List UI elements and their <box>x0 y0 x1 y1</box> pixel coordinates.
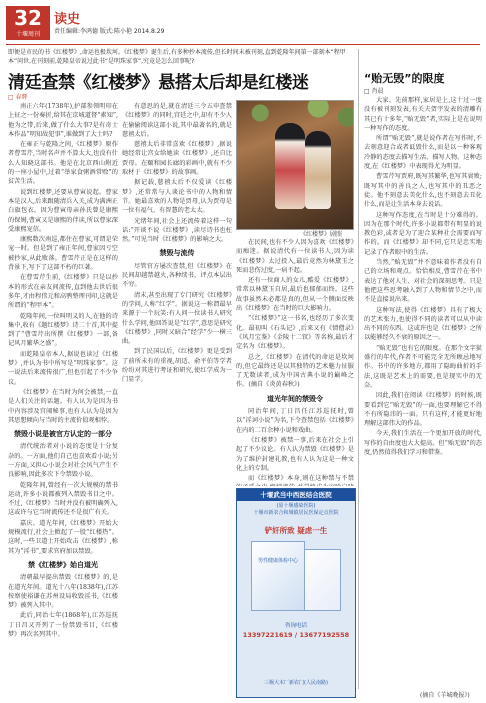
ad-product-box <box>251 541 305 611</box>
image-caption: 《红楼梦》剧照 <box>300 231 343 238</box>
paragraph: 曹雪芹写贾府,既写其繁华,也写其衰败;既写其中的善良之人,也写其中的丑恶之徒。他不刻意去美化什么,也不刻意去丑化什么,而是让生活本身去说话。 <box>364 173 482 209</box>
paragraph: 清代统治者对小说的态度是十分复杂的。一方面,他们自己也喜欢看小说;另一方面,又担心小说会对社会风气产生不良影响,因此多次下令禁毁小说。 <box>8 443 118 479</box>
paragraph: “《红楼梦》”这一书名,也经历了多次变化。最初叫《石头记》,后来又有《情僧录》《风月宝鉴》《金陵十二钗》等名称,最后才定名为《红楼梦》。 <box>236 315 354 351</box>
paragraph: 这种写作态度,在当时是十分难得的。因为在那个时代,许多小说都带有明显的说教色彩,或者是为了迎合某种社会需要而写作的。而《红楼梦》却不同,它只是忠实地记录了作者眼中的生活。 <box>364 211 482 256</box>
ad-title: 十堰武当中西医结合医院 <box>237 489 355 501</box>
subheading: 禁毁与流传 <box>159 249 195 258</box>
paragraph: 康熙数次南巡,都住在曹家,可谓是荣宠一时。但是到了雍正年间,曹家因亏空被抄家,从此败落。曹雪芹正是在这样的背景下,写下了这部不朽的巨著。 <box>8 236 118 272</box>
paragraph: 在曹雪芹生前,《红楼梦》只是以抄本的形式在亲友间流传,直到他去世后很多年,才由程伟元和高鹗整理刊印,这就是所谓的“程甲本”。 <box>8 274 118 310</box>
drama-still-image <box>236 100 354 230</box>
paragraph: 南正六年(1738年),护部参领明印在上征之一份奏折,给其在京城道督“素知”,他为之带,后来,做了什么大事?是有奇士本作品“明知故犯事”,谁做到了大士吗? <box>8 103 118 138</box>
article-byline: □ 春辉 <box>8 94 28 101</box>
paragraph: 尽管官方屡次查禁,但《红楼梦》在民间却越禁越火,各种续书、评点本层出不穷。 <box>122 262 232 289</box>
hospital-advertisement[interactable] <box>236 488 356 698</box>
section-title: 读史 <box>54 12 81 27</box>
page-number: 32 <box>6 6 50 30</box>
ad-address: 三堰大木厂新农门(人民南路) <box>264 680 328 686</box>
paragraph: 因此,我们在阅读《红楼梦》的时候,既要看到它“贻无毁”的一面,也要理解它不得不有所隐讳的一面。只有这样,才能更好地理解这部伟大的作品。 <box>364 392 482 428</box>
paragraph: 《红楼梦》被禁一事,后来在社会上引起了不少议论。有人认为禁毁《红楼梦》是为了维护封建礼教,也有人认为这是一种文化上的专制。 <box>236 436 354 472</box>
sidebar-source-note: (摘自《羊城晚报》) <box>420 692 470 699</box>
paragraph: 清末,甚至出现了专门研究《红楼梦》的学问,人称“红学”。据说这一称谓最早来源于一个玩笑:有人问一位读书人研究什么学问,他回答说是“红学”,意思是研究《红楼梦》,同时又暗合“经学”少一横三曲。 <box>122 291 232 346</box>
paragraph: 当然,“贻无毁”并不意味着作者没有自己的立场和观点。恰恰相反,曹雪芹在书中表达了他对人生、对社会的深刻思考。只是他把这些思考融入到了人物和情节之中,而不是直接说出来。 <box>364 259 482 304</box>
article-headline: 清廷查禁《红楼梦》悬搭太后却是红楼迷 <box>8 73 309 93</box>
sidebar-article <box>364 96 482 694</box>
ad-product-box-back <box>299 549 341 611</box>
paragraph: 总之,《红楼梦》在清代的命运是坎坷的,但它最终还是以其独特的艺术魅力征服了无数读者,成为中国古典小说的巅峰之作。(摘自《炎黄春秋》) <box>236 353 354 389</box>
ad-slogan: 铲奸所致 疑虑一生 <box>264 526 328 535</box>
ad-box-text: 男性健康体检中心 <box>258 558 299 564</box>
article-column-1 <box>8 102 118 692</box>
subheading: 道光年间的禁毁令 <box>267 394 323 403</box>
sidebar-title: “贻无毁”的限度 <box>364 72 445 85</box>
paragraph: 慈禧太后非常喜欢《红楼梦》,据说她经常让宫女给她读《红楼梦》,还自比贾母。在颐和园长廊的彩画中,就有不少取材于《红楼梦》的故事画。 <box>122 141 232 177</box>
paragraph: 到了民国以后,《红楼梦》更是受到了前所未有的重视,胡适、俞平伯等学者纷纷对其进行考证和研究,使红学成为一门显学。 <box>122 348 232 384</box>
brand-label: 十堰周刊 <box>6 30 50 40</box>
paragraph: 而《红楼梦》本身,则在这种禁与不禁 <box>248 475 354 483</box>
ad-phone-number: 13397221619 / 13677192558 <box>242 631 350 639</box>
paragraph: 乾隆年间,曾经有一次大规模的禁书运动,许多小说都被列入禁毁书目之中。不过,《红楼梦》当时并没有被明确列入,这或许与它当时流传还不是很广有关。 <box>8 481 118 517</box>
editor-credit: 责任编辑:李鸿德 版式:陈小艳 2014.8.29 <box>54 28 165 35</box>
paragraph: 说到红楼梦,还要从曹寅说起。曹家本是汉人,后来跟随清兵入关,成为满洲正白旗包衣。因为曹寅母亲孙氏曾是康熙的保姆,曹寅又是康熙的伴读,所以曹家深受康熙宠信。 <box>8 188 118 233</box>
article-column-2 <box>122 102 232 692</box>
paragraph: 《红楼梦》在当时为何会被禁,一直是人们关注的话题。有人认为是因为书中内容涉及宫闱秘事,也有人认为是因为其思想倾向与当时的主流价值观相悖。 <box>8 388 118 424</box>
subheading: 禁《红楼梦》始自道光 <box>28 560 98 569</box>
ad-subtitle-line: (原十堰感染医院) <box>276 503 316 509</box>
paragraph: 这种写法,使得《红楼梦》具有了极大的艺术张力,也使得不同的读者可以从中读出不同的东西。这或许也是《红楼梦》之所以能够经久不衰的原因之一。 <box>364 306 482 342</box>
paragraph: 还有一位商人的女儿,酷爱《红楼梦》,常常以林黛玉自居,最后也郁郁而终。这些故事虽然未必都是真的,但从一个侧面反映出《红楼梦》在当时的巨大影响力。 <box>236 277 354 313</box>
ad-subtitle-line: 十堰市新农合和城镇居民医保定点医院 <box>253 510 339 516</box>
paragraph: 在雍正与乾隆之间,《红楼梦》原作者曹雪芹,当时名声并不算太大,也没有什么人知晓这部书。他是在北京西山附近的一座小屋中,过着“举家食粥酒常赊”的贫苦生活。 <box>8 141 118 186</box>
paragraph: 嘉庆、道光年间,《红楼梦》开始大规模流行,社会上掀起了一股“红楼热”。这时,一些卫道士开始攻击《红楼梦》,称其为“淫书”,要求官府加以禁毁。 <box>8 519 118 555</box>
paragraph: 光绪年间,社会上还流传着这样一句话:“开谈不说《红楼梦》,读尽诗书也枉然。”可见当时《红楼梦》的影响之大。 <box>122 217 232 244</box>
paragraph: 同治年间,丁日昌任江苏巡抚时,曾以“淫词小说”为名,下令查禁包括《红楼梦》在内的二百余种小说和戏曲。 <box>236 408 354 434</box>
paragraph: 乾隆年间,一位叫明义的人,在他的诗集中,收有《题红楼梦》诗二十首,其中提到了“曹雪芹出所撰《红楼梦》一部,备记风月繁华之盛”。 <box>8 312 118 348</box>
paragraph: 在民间,也有不少人因为喜欢《红楼梦》而痴迷。据说清代有一位读书人,因为读《红楼梦》太过投入,最后竟然为林黛玉之死而悲伤过度,一病不起。 <box>236 239 354 274</box>
paragraph: 清朝最早提出禁毁《红楼梦》的,是在道光年间。道光十八年(1838年),江苏按察使裕谦在苏州设局收毁淫书,《红楼梦》被列入其中。 <box>8 574 118 610</box>
ad-phone-label: 咨询电话 <box>284 623 307 629</box>
article-intro: 即便是市民的书《红楼梦》,命运也极坎坷。《红楼梦》诞生后,有多种抄本流传,但长时间未被刊刻,直到乾隆年间第一部刻本“程甲本”问世,在刊刻前,乾隆皇帝说过此书“是明珠家事”,究竟是怎么回事呢? <box>8 49 346 65</box>
paragraph: 而乾隆皇帝本人,据说也读过《红楼梦》,并认为书中所写是“明珠家事”。这一说法后来流传很广,但也引起了不少争议。 <box>8 350 118 386</box>
ad-subtitle <box>237 503 355 517</box>
header-divider <box>6 44 480 45</box>
subheading: 禁毁小说是被官方认定的一部分 <box>14 430 112 439</box>
paragraph: 据记载,慈禧太后不仅爱读《红楼梦》,还常常与人谈论书中的人物和情节。她最喜欢的人物是贾母,认为贾母是一位有福气、有智慧的老太太。 <box>122 179 232 215</box>
paragraph: “贻无毁”也有它的限度。在那个文字狱盛行的年代,作者不可能完全无所顾忌地写作。书中的许多地方,都用了隐晦曲折的手法,这既是艺术上的需要,也是现实中的无奈。 <box>364 344 482 389</box>
paragraph: 今天,我们生活在一个更加开放的时代,写作的自由度也大大提高。但“贻无毁”的态度,仍然值得我们学习和借鉴。 <box>364 430 482 456</box>
sidebar-divider <box>358 49 359 689</box>
paragraph: 大家、先前那样,家居是上,这十过一度没有被刊刻发表,有关夫贺宇发表的清雕有其已有十多年,“贻无毁”者,实际上是在说明一种写作的态度。 <box>364 97 482 132</box>
paragraph: 此后,同治七年(1868年),江苏巡抚丁日昌又开列了一份禁毁书目,《红楼梦》再次名列其中。 <box>8 612 118 639</box>
article-column-3 <box>236 238 354 486</box>
paragraph: 所谓“贻无毁”,就是说作者在写作时,不去刻意迎合或者诋毁什么,而是以一种客观冷静的态度去描写生活、描写人物。这种态度,在《红楼梦》中表现得尤为明显。 <box>364 135 482 171</box>
paragraph: 有意思的是,就在清廷三令五申查禁《红楼梦》的同时,宫廷之中,却有不少人在偷偷阅读这部小说,其中最著名的,就是慈禧太后。 <box>122 103 232 138</box>
figure-right <box>305 131 331 209</box>
sidebar-author: □ 肖晨 <box>364 88 384 95</box>
figure-left <box>275 123 305 209</box>
